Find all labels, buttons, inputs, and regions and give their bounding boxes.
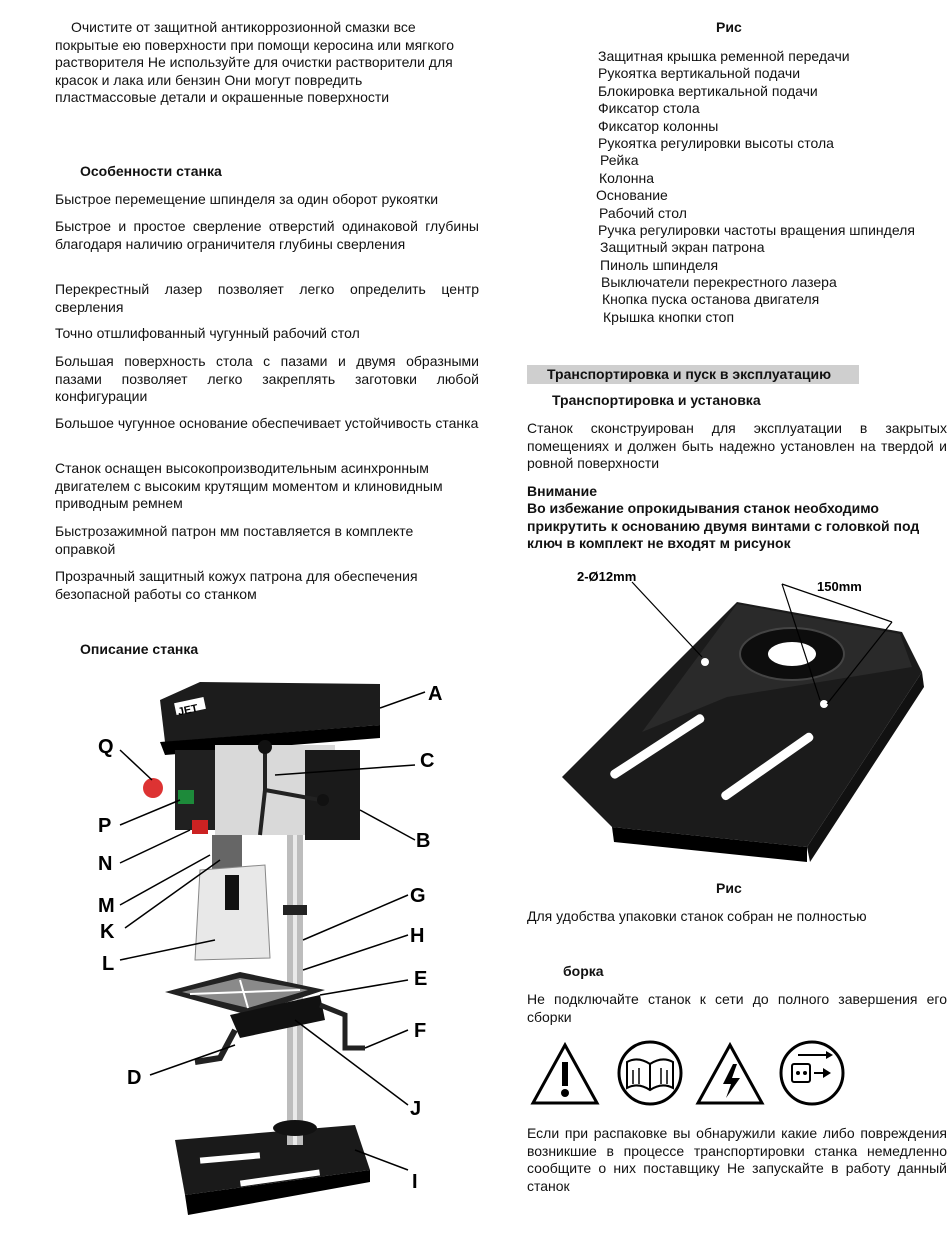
feature-item: Быстрое перемещение шпинделя за один оборот рукоятки [55, 191, 439, 207]
callout-d: D [127, 1067, 142, 1089]
spacing-dimension-label: 150mm [817, 579, 862, 594]
work-table [165, 972, 365, 1062]
part-item: Блокировка вертикальной подачи [598, 82, 818, 99]
drill-press-figure [90, 670, 460, 1230]
feature-item: Быстрое и простое сверление отверстий одинаковой глубины благодаря наличию ограничителя глубины сверления [55, 218, 479, 252]
part-item: Пиноль шпинделя [600, 256, 719, 273]
feature-item: Быстрозажимной патрон мм поставляется в комплекте оправкой [55, 523, 414, 557]
electric-hazard-icon [698, 1045, 762, 1103]
callout-i: I [412, 1171, 418, 1193]
description-heading: Описание станка [80, 641, 199, 657]
feature-item: Точно отшлифованный чугунный рабочий стол [55, 325, 360, 341]
assembly-paragraph: Не подключайте станок к сети до полного завершения его сборки [527, 991, 947, 1025]
part-item: Фиксатор колонны [598, 117, 719, 134]
part-item: Рабочий стол [599, 204, 687, 221]
packing-note: Для удобства упаковки станок собран не полностью [527, 908, 867, 924]
callout-p: P [98, 815, 112, 837]
callout-q: Q [98, 736, 114, 758]
callout-c: C [420, 750, 435, 772]
part-item: Защитная крышка ременной передачи [598, 48, 850, 64]
section-title-bar: Транспортировка и пуск в эксплуатацию [527, 365, 859, 384]
transport-paragraph: Станок сконструирован для эксплуатации в закрытых помещениях и должен быть надежно установлен на твердой и ровной поверхности [527, 420, 947, 471]
part-item: Защитный экран патрона [600, 239, 765, 256]
callout-m: M [98, 895, 115, 917]
feature-item: Станок оснащен высокопроизводительным асинхронным двигателем с высоким крутящим моментом и клиновидным приводным ремнем [55, 460, 443, 511]
read-manual-icon [619, 1042, 681, 1104]
holes-dimension-label: 2-Ø12mm [577, 569, 637, 584]
assembly-title: борка [563, 963, 604, 979]
column [273, 800, 317, 1145]
warning-icons-row [530, 1040, 850, 1110]
callout-l: L [102, 953, 115, 975]
figure-caption-top: Рис [716, 19, 742, 35]
part-item: Крышка кнопки стоп [603, 308, 735, 325]
callout-n: N [98, 853, 113, 875]
part-item: Рукоятка вертикальной подачи [598, 65, 801, 82]
feature-item: Большая поверхность стола с пазами и двумя образными пазами позволяет легко закреплять заготовки любой конфигурации [55, 353, 479, 404]
attention-text: Во избежание опрокидывания станок необходимо прикрутить к основанию двумя винтами с головкой под ключ в комплект не входят м рисунок [527, 500, 920, 551]
brand-logo: JET [176, 702, 200, 719]
part-item: Кнопка пуска останова двигателя [602, 291, 820, 308]
feature-item: Прозрачный защитный кожух патрона для обеспечения безопасной работы со станком [55, 568, 418, 602]
part-item: Ручка регулировки частоты вращения шпинделя [598, 221, 915, 238]
part-item: Основание [596, 187, 668, 204]
intro-paragraph: Очистите от защитной антикоррозионной смазки все покрытые ею поверхности при помощи керосина или мягкого растворителя Не используйте для очистки растворители для красок и лака или бензин Они могут повредить пластмассовые детали и окрашенные поверхности [55, 19, 454, 105]
part-item: Рукоятка регулировки высоты стола [598, 134, 834, 151]
part-item: Рейка [600, 152, 639, 169]
callout-a: A [428, 683, 443, 705]
part-item: Выключатели перекрестного лазера [601, 274, 837, 291]
warning-triangle-icon [533, 1045, 597, 1103]
feature-item: Большое чугунное основание обеспечивает устойчивость станка [55, 415, 479, 431]
features-heading: Особенности станка [80, 163, 222, 179]
callout-k: K [100, 921, 115, 943]
callout-f: F [414, 1020, 427, 1042]
base-plate-figure [552, 562, 950, 872]
machine-head [143, 682, 380, 960]
part-item: Фиксатор стола [598, 100, 700, 117]
callout-b: B [416, 830, 431, 852]
damage-paragraph: Если при распаковке вы обнаружили какие либо повреждения возникшие в процессе транспортировки станка немедленно сообщите о них поставщику Не запускайте в работу данный станок [527, 1125, 947, 1194]
attention-title: Внимание [527, 483, 597, 499]
part-item: Колонна [599, 169, 654, 186]
callout-e: E [414, 968, 428, 990]
subsection-title: Транспортировка и установка [552, 392, 761, 408]
parts-list [598, 48, 915, 326]
unplug-icon [781, 1042, 843, 1104]
figure-caption-mid: Рис [716, 880, 742, 896]
callout-j: J [410, 1098, 422, 1120]
callout-g: G [410, 885, 426, 907]
feature-item: Перекрестный лазер позволяет легко определить центр сверления [55, 281, 479, 315]
machine-base [175, 1125, 370, 1215]
callout-h: H [410, 925, 425, 947]
